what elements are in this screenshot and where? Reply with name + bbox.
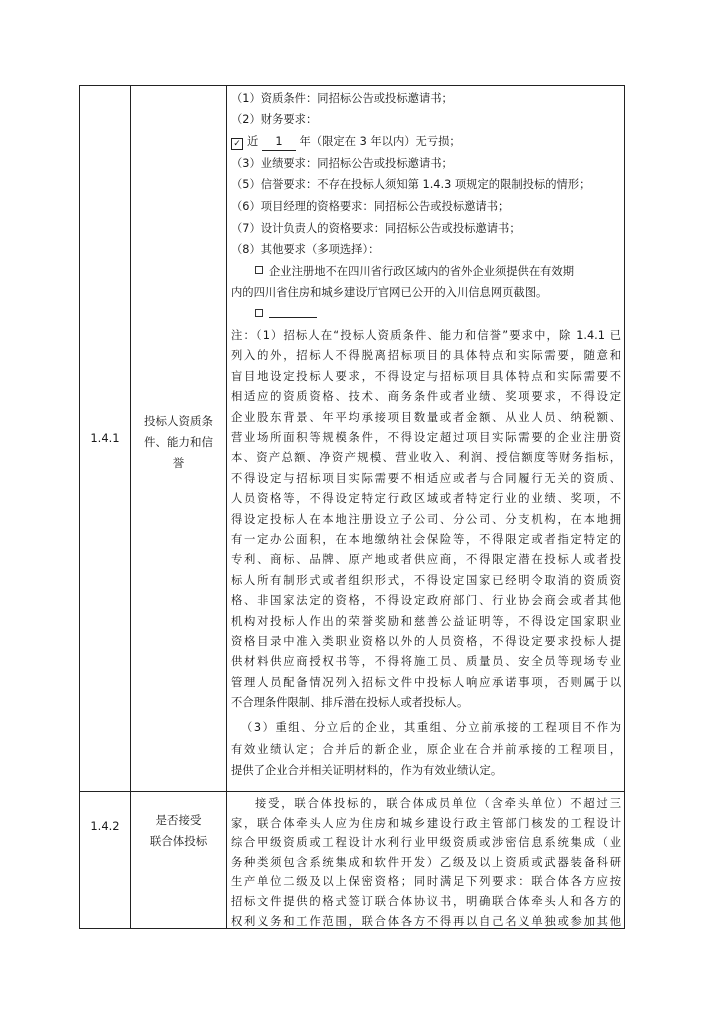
paragraph-line: 务种类须包含系统集成和软件开发）乙级及以上资质或武器装备科研 bbox=[231, 855, 621, 869]
paragraph-line: 本、资产总额、净资产规模、营业收入、利润、授信额度等财务指标， bbox=[231, 451, 621, 465]
checked-checkbox: ✓ bbox=[231, 138, 243, 150]
row-name-line: 件、能力和信 bbox=[144, 435, 213, 449]
finance-before: 近 bbox=[247, 135, 259, 148]
paragraph-line: 列入的外，招标人不得脱离招标项目的具体特点和实际需要，随意和 bbox=[231, 349, 621, 363]
finance-after: 年（限定在 3 年以内）无亏损； bbox=[299, 135, 461, 148]
blank-line bbox=[269, 307, 317, 318]
unchecked-checkbox bbox=[255, 266, 263, 274]
row-name-line: 是否接受 bbox=[155, 813, 202, 827]
row-name-line: 誉 bbox=[172, 456, 185, 470]
paragraph-line: 注：（1）招标人在“投标人资质条件、能力和信誉”要求中，除 1.4.1 已 bbox=[231, 329, 621, 342]
paragraph-line: 相适应的资质资格、技术、商务条件或者业绩、奖项要求，不得设定 bbox=[231, 390, 621, 404]
requirements-table bbox=[79, 85, 625, 929]
paragraph-line: 格、非国家法定的资格，不得设定政府部门、行业协会商会或者其他 bbox=[231, 594, 621, 608]
paragraph-line: 资格目录中准入类职业资格以外的人员资格，不得设定要求投标人提 bbox=[231, 635, 621, 648]
row-number: 1.4.1 bbox=[90, 431, 120, 445]
paragraph-line: 人员资格等，不得设定特定行政区域或者特定行业的业绩、奖项，不 bbox=[231, 492, 621, 506]
designer-item: （7）设计负责人的资格要求：同招标公告或投标邀请书； bbox=[231, 222, 521, 235]
qualification-item: （1）资质条件：同招标公告或投标邀请书； bbox=[231, 92, 453, 105]
paragraph-line: 营业场所面积等规模条件，不得设定超过项目实际需要的企业注册资 bbox=[231, 431, 621, 444]
option-line: 内的四川省住房和城乡建设厅官网已公开的入川信息网页截图。 bbox=[231, 286, 548, 299]
row-number: 1.4.2 bbox=[90, 819, 120, 833]
paragraph-line: 权利义务和工作范围，联合体各方不得再以自己名义单独或参加其他 bbox=[231, 914, 621, 928]
option-blank bbox=[255, 307, 317, 323]
paragraph-line: 生产单位二级及以上保密资格；同时满足下列要求：联合体各方应按 bbox=[231, 875, 621, 889]
paragraph-line: 机构对投标人作出的荣誉奖励和慈善公益证明等，不得设定国家职业 bbox=[231, 614, 621, 628]
paragraph-line: 有一定办公面积，在本地缴纳社会保险等，不得限定或者指定特定的 bbox=[231, 533, 621, 546]
paragraph-line: 专利、商标、品牌、原产地或者供应商，不得限定潜在投标人或者投 bbox=[231, 553, 621, 567]
column-divider bbox=[226, 86, 227, 928]
paragraph-line: 有效业绩认定；合并后的新企业，原企业在合并前承接的工程项目， bbox=[231, 742, 621, 756]
finance-detail bbox=[231, 134, 461, 151]
column-divider bbox=[130, 86, 131, 928]
option-line: 企业注册地不在四川省行政区域内的省外企业须提供在有效期 bbox=[255, 264, 574, 280]
finance-years: 1 bbox=[262, 134, 296, 151]
other-item: （8）其他要求（多项选择）： bbox=[231, 243, 380, 256]
performance-item: （3）业绩要求：同招标公告或投标邀请书； bbox=[231, 157, 453, 170]
row-name-line: 投标人资质条 bbox=[144, 414, 213, 428]
paragraph-line: 不得设定与招标项目实际需要不相适应或者与合同履行无关的资质、 bbox=[231, 471, 621, 485]
paragraph-line: 管理人员配备情况列入招标文件中投标人响应承诺事项，否则属于以 bbox=[231, 675, 621, 689]
row-name bbox=[131, 411, 226, 474]
paragraph-line: 接受，联合体投标的，联合体成员单位（含牵头单位）不超过三 bbox=[255, 797, 621, 810]
credit-item: （5）信誉要求：不存在投标人须知第 1.4.3 项规定的限制投标的情形； bbox=[231, 178, 591, 191]
paragraph-line: 提供了企业合并相关证明材料的，作为有效业绩认定。 bbox=[231, 764, 503, 777]
row-divider bbox=[80, 791, 624, 792]
paragraph-line: （3）重组、分立后的企业，其重组、分立前承接的工程项目不作为 bbox=[241, 721, 621, 734]
unchecked-checkbox bbox=[255, 309, 263, 317]
pm-item: （6）项目经理的资格要求：同招标公告或投标邀请书； bbox=[231, 200, 510, 213]
paragraph-line: 得设定投标人在本地注册设立子公司、分公司、分支机构，在本地拥 bbox=[231, 512, 621, 526]
paragraph-line: 综合甲级资质或工程设计水利行业甲级资质或涉密信息系统集成（业 bbox=[231, 836, 621, 850]
paragraph-line: 盲目地设定投标人要求，不得设定与招标项目具体特点和实际需要不 bbox=[231, 369, 621, 383]
paragraph-line: 企业股东背景、年平均承接项目数量或者金额、从业人员、纳税额、 bbox=[231, 410, 621, 424]
paragraph-line: 供材料供应商授权书等，不得将施工员、质量员、安全员等现场专业 bbox=[231, 655, 621, 669]
paragraph-line: 不合理条件限制、排斥潜在投标人或者投标人。 bbox=[231, 696, 469, 710]
paragraph-line: 招标文件提供的格式签订联合体协议书，明确联合体牵头人和各方的 bbox=[231, 895, 621, 908]
paragraph-line: 标人所有制形式或者组织形式，不得设定国家已经明令取消的资质资 bbox=[231, 573, 621, 587]
row-name-line: 联合体投标 bbox=[149, 834, 208, 848]
finance-item: （2）财务要求： bbox=[231, 113, 318, 126]
row-name bbox=[131, 810, 226, 852]
paragraph-line: 家，联合体牵头人应为住房和城乡建设行政主管部门核发的工程设计 bbox=[231, 816, 621, 830]
